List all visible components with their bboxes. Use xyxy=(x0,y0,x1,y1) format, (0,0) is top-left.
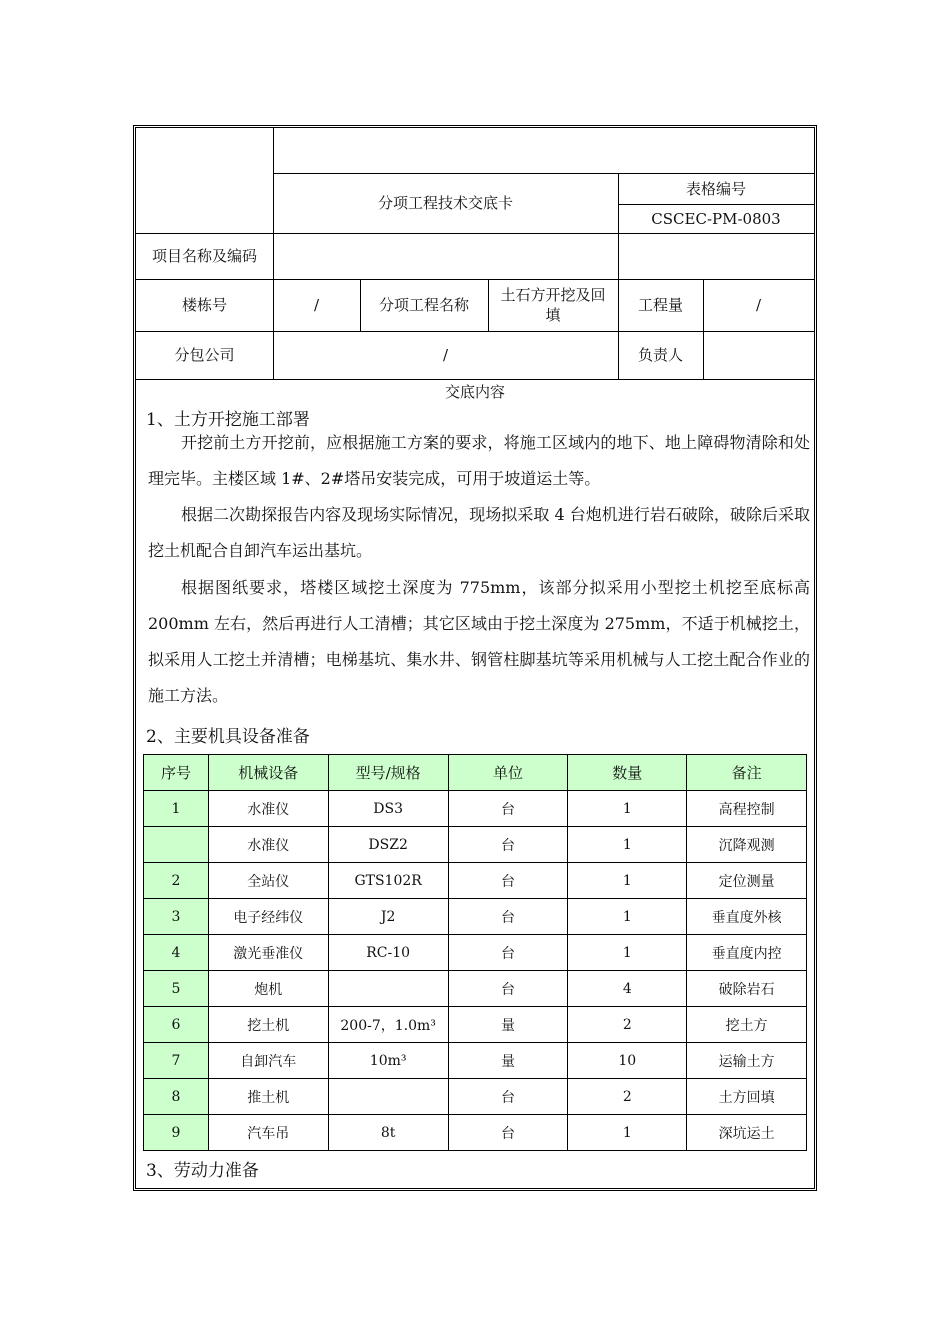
table-cell: 4 xyxy=(144,935,209,971)
table-cell: DS3 xyxy=(328,791,448,827)
table-cell: 1 xyxy=(568,863,687,899)
table-cell: 汽车吊 xyxy=(208,1115,328,1151)
table-row xyxy=(144,1115,807,1151)
building-value: / xyxy=(313,296,320,314)
table-cell: 沉降观测 xyxy=(687,827,807,863)
grid-line xyxy=(136,379,814,380)
equipment-table xyxy=(143,754,807,1151)
table-cell xyxy=(144,827,209,863)
quantity-value: / xyxy=(755,296,762,314)
project-name-label: 项目名称及编码 xyxy=(151,247,257,265)
table-row xyxy=(144,899,807,935)
table-cell: 1 xyxy=(144,791,209,827)
table-cell: 台 xyxy=(448,827,568,863)
table-cell: 定位测量 xyxy=(687,863,807,899)
table-cell: 激光垂准仪 xyxy=(208,935,328,971)
table-cell: 6 xyxy=(144,1007,209,1043)
table-row xyxy=(144,863,807,899)
column-header: 数量 xyxy=(568,755,687,791)
section-2-title: 2、主要机具设备准备 xyxy=(146,727,310,747)
paragraph-2: 根据二次勘探报告内容及现场实际情况，现场拟采取 4 台炮机进行岩石破除，破除后采取挖土机配合自卸汽车运出基坑。 xyxy=(148,505,810,560)
table-cell: 高程控制 xyxy=(687,791,807,827)
table-cell: 台 xyxy=(448,863,568,899)
manager-value xyxy=(703,331,814,379)
table-cell: 7 xyxy=(144,1043,209,1079)
table-cell: J2 xyxy=(328,899,448,935)
table-row xyxy=(144,971,807,1007)
table-cell: 垂直度内控 xyxy=(687,935,807,971)
table-cell: 挖土方 xyxy=(687,1007,807,1043)
table-cell: 垂直度外核 xyxy=(687,899,807,935)
table-cell: 台 xyxy=(448,1079,568,1115)
table-cell: GTS102R xyxy=(328,863,448,899)
table-cell: 200-7，1.0m³ xyxy=(328,1007,448,1043)
table-row xyxy=(144,935,807,971)
paragraph-1: 开挖前土方开挖前，应根据施工方案的要求，将施工区域内的地下、地上障碍物清除和处理完毕。主楼区域 1#、2#塔吊安装完成，可用于坡道运土等。 xyxy=(148,433,810,488)
table-cell: 台 xyxy=(448,1115,568,1151)
table-cell: 9 xyxy=(144,1115,209,1151)
form-number-value: CSCEC-PM-0803 xyxy=(651,209,781,228)
grid-line xyxy=(488,279,489,331)
subcontractor-value: / xyxy=(442,346,449,364)
table-cell: DSZ2 xyxy=(328,827,448,863)
table-cell: 电子经纬仪 xyxy=(208,899,328,935)
subcontractor-label: 分包公司 xyxy=(174,346,235,364)
column-header: 型号/规格 xyxy=(328,755,448,791)
table-cell: 2 xyxy=(568,1079,687,1115)
table-cell: 挖土机 xyxy=(208,1007,328,1043)
table-cell: 深坑运土 xyxy=(687,1115,807,1151)
table-cell xyxy=(328,1079,448,1115)
table-cell xyxy=(328,971,448,1007)
table-cell: 10 xyxy=(568,1043,687,1079)
table-row xyxy=(144,1043,807,1079)
card-title: 分项工程技术交底卡 xyxy=(377,194,513,212)
paragraph-3: 根据图纸要求，塔楼区域挖土深度为 775mm，该部分拟采用小型挖土机挖至底标高 200mm 左右，然后再进行人工清槽；其它区域由于挖土深度为 275mm，不适于机械挖土，拟采用人工挖土并清槽；电梯基坑、集水井、钢管柱脚基坑等采用机械与人工挖土配合作业的施工方法。 xyxy=(148,578,810,705)
table-cell: 水准仪 xyxy=(208,827,328,863)
table-cell: 2 xyxy=(144,863,209,899)
section-1-title: 1、土方开挖施工部署 xyxy=(146,410,310,430)
table-cell: 8 xyxy=(144,1079,209,1115)
quantity-label: 工程量 xyxy=(637,296,683,314)
table-cell: 自卸汽车 xyxy=(208,1043,328,1079)
subproject-value: 土石方开挖及回填 xyxy=(500,286,606,324)
table-cell: 量 xyxy=(448,1043,568,1079)
table-row xyxy=(144,791,807,827)
table-cell: 1 xyxy=(568,791,687,827)
table-cell: 台 xyxy=(448,899,568,935)
table-cell: 4 xyxy=(568,971,687,1007)
section-3-title: 3、劳动力准备 xyxy=(146,1161,259,1181)
table-row xyxy=(144,827,807,863)
table-cell: 1 xyxy=(568,827,687,863)
table-cell: 1 xyxy=(568,935,687,971)
table-cell: 5 xyxy=(144,971,209,1007)
building-label: 楼栋号 xyxy=(181,296,227,314)
table-cell: 10m³ xyxy=(328,1043,448,1079)
table-row xyxy=(144,1079,807,1115)
table-row xyxy=(144,1007,807,1043)
form-number-label: 表格编号 xyxy=(685,179,746,198)
column-header: 备注 xyxy=(687,755,807,791)
table-header-row xyxy=(144,755,807,791)
table-cell: 破除岩石 xyxy=(687,971,807,1007)
table-cell: 运输土方 xyxy=(687,1043,807,1079)
column-header: 机械设备 xyxy=(208,755,328,791)
project-name-value xyxy=(273,233,618,279)
column-header: 序号 xyxy=(144,755,209,791)
content-title: 交底内容 xyxy=(444,383,505,401)
manager-label: 负责人 xyxy=(637,346,683,364)
column-header: 单位 xyxy=(448,755,568,791)
table-cell: 1 xyxy=(568,1115,687,1151)
table-cell: 量 xyxy=(448,1007,568,1043)
table-cell: 台 xyxy=(448,935,568,971)
table-cell: 全站仪 xyxy=(208,863,328,899)
table-cell: 水准仪 xyxy=(208,791,328,827)
subproject-label: 分项工程名称 xyxy=(378,296,469,314)
table-cell: 台 xyxy=(448,971,568,1007)
table-cell: 炮机 xyxy=(208,971,328,1007)
table-cell: 台 xyxy=(448,791,568,827)
table-cell: 8t xyxy=(328,1115,448,1151)
table-cell: RC-10 xyxy=(328,935,448,971)
table-cell: 土方回填 xyxy=(687,1079,807,1115)
table-cell: 2 xyxy=(568,1007,687,1043)
table-cell: 3 xyxy=(144,899,209,935)
table-cell: 推土机 xyxy=(208,1079,328,1115)
table-cell: 1 xyxy=(568,899,687,935)
